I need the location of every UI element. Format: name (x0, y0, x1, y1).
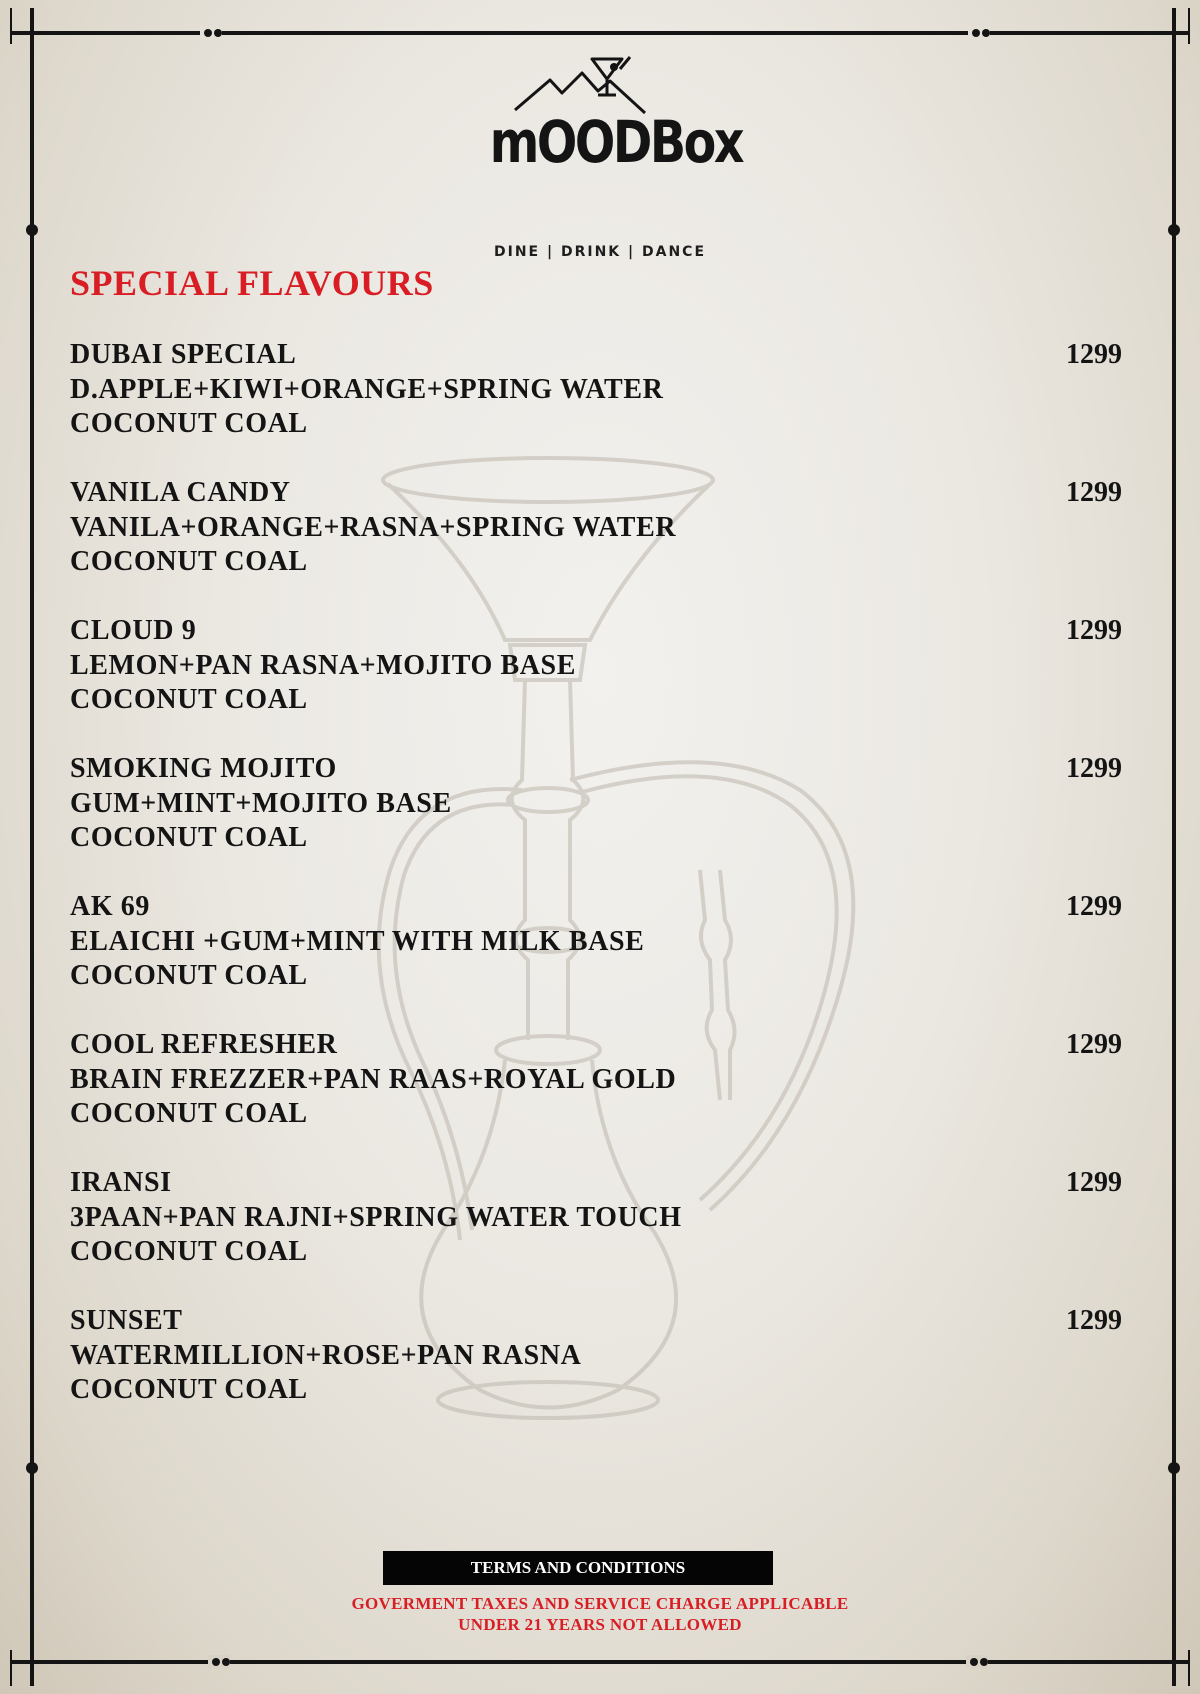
frame-ornament-dot (1168, 1462, 1180, 1474)
frame-bottom-rule (10, 1660, 1190, 1664)
brand-wordmark: mOODBox (489, 108, 743, 176)
item-price: 1299 (1066, 615, 1122, 646)
item-coal: COCONUT COAL (70, 546, 308, 577)
frame-ornament-dot (982, 29, 990, 37)
menu-item (70, 1166, 1122, 1304)
frame-ornament-dot (204, 29, 212, 37)
item-name: VANILA CANDY (70, 477, 291, 508)
menu-item (70, 476, 1122, 614)
item-price: 1299 (1066, 1305, 1122, 1336)
section-title: SPECIAL FLAVOURS (70, 263, 434, 303)
item-name: COOL REFRESHER (70, 1029, 338, 1060)
menu-item (70, 338, 1122, 476)
frame-ornament-dot (212, 1658, 220, 1666)
item-price: 1299 (1066, 1029, 1122, 1060)
frame-ornament-dot (214, 29, 222, 37)
item-coal: COCONUT COAL (70, 822, 308, 853)
item-ingredients: D.APPLE+KIWI+ORANGE+SPRING WATER (70, 373, 664, 405)
terms-line: GOVERMENT TAXES AND SERVICE CHARGE APPLICABLE (351, 1594, 849, 1613)
frame-ornament-dot (972, 29, 980, 37)
item-name: SUNSET (70, 1305, 183, 1336)
item-coal: COCONUT COAL (70, 1236, 308, 1267)
frame-ornament-dot (980, 1658, 988, 1666)
item-price: 1299 (1066, 339, 1122, 370)
item-name: IRANSI (70, 1167, 172, 1198)
item-ingredients: GUM+MINT+MOJITO BASE (70, 787, 452, 819)
item-coal: COCONUT COAL (70, 408, 308, 439)
menu-item-list (70, 338, 1122, 1442)
brand-tagline: DINE | DRINK | DANCE (493, 244, 707, 260)
frame-ornament-dot (222, 1658, 230, 1666)
item-coal: COCONUT COAL (70, 1374, 308, 1405)
item-price: 1299 (1066, 891, 1122, 922)
item-ingredients: WATERMILLION+ROSE+PAN RASNA (70, 1339, 582, 1371)
menu-item (70, 890, 1122, 1028)
menu-item (70, 752, 1122, 890)
item-name: SMOKING MOJITO (70, 753, 337, 784)
item-name: DUBAI SPECIAL (70, 339, 297, 370)
terms-heading: TERMS AND CONDITIONS (383, 1551, 773, 1585)
brand-logo (470, 55, 743, 260)
item-ingredients: BRAIN FREZZER+PAN RAAS+ROYAL GOLD (70, 1063, 677, 1095)
item-ingredients: VANILA+ORANGE+RASNA+SPRING WATER (70, 511, 677, 543)
item-name: CLOUD 9 (70, 615, 197, 646)
item-price: 1299 (1066, 477, 1122, 508)
item-coal: COCONUT COAL (70, 684, 308, 715)
item-price: 1299 (1066, 1167, 1122, 1198)
item-coal: COCONUT COAL (70, 960, 308, 991)
menu-item (70, 1028, 1122, 1166)
item-ingredients: LEMON+PAN RASNA+MOJITO BASE (70, 649, 577, 681)
frame-corner (1188, 8, 1190, 44)
frame-ornament-dot (26, 224, 38, 236)
frame-ornament-dot (970, 1658, 978, 1666)
menu-item (70, 1304, 1122, 1442)
item-ingredients: ELAICHI +GUM+MINT WITH MILK BASE (70, 925, 645, 957)
item-ingredients: 3PAAN+PAN RAJNI+SPRING WATER TOUCH (70, 1201, 682, 1233)
terms-line: UNDER 21 YEARS NOT ALLOWED (458, 1615, 742, 1634)
frame-corner (10, 1650, 12, 1686)
item-name: AK 69 (70, 891, 150, 922)
item-coal: COCONUT COAL (70, 1098, 308, 1129)
frame-corner (1188, 1650, 1190, 1686)
frame-ornament-dot (1168, 224, 1180, 236)
frame-ornament-dot (26, 1462, 38, 1474)
menu-item (70, 614, 1122, 752)
frame-corner (10, 8, 12, 44)
frame-top-rule (10, 31, 1190, 35)
item-price: 1299 (1066, 753, 1122, 784)
